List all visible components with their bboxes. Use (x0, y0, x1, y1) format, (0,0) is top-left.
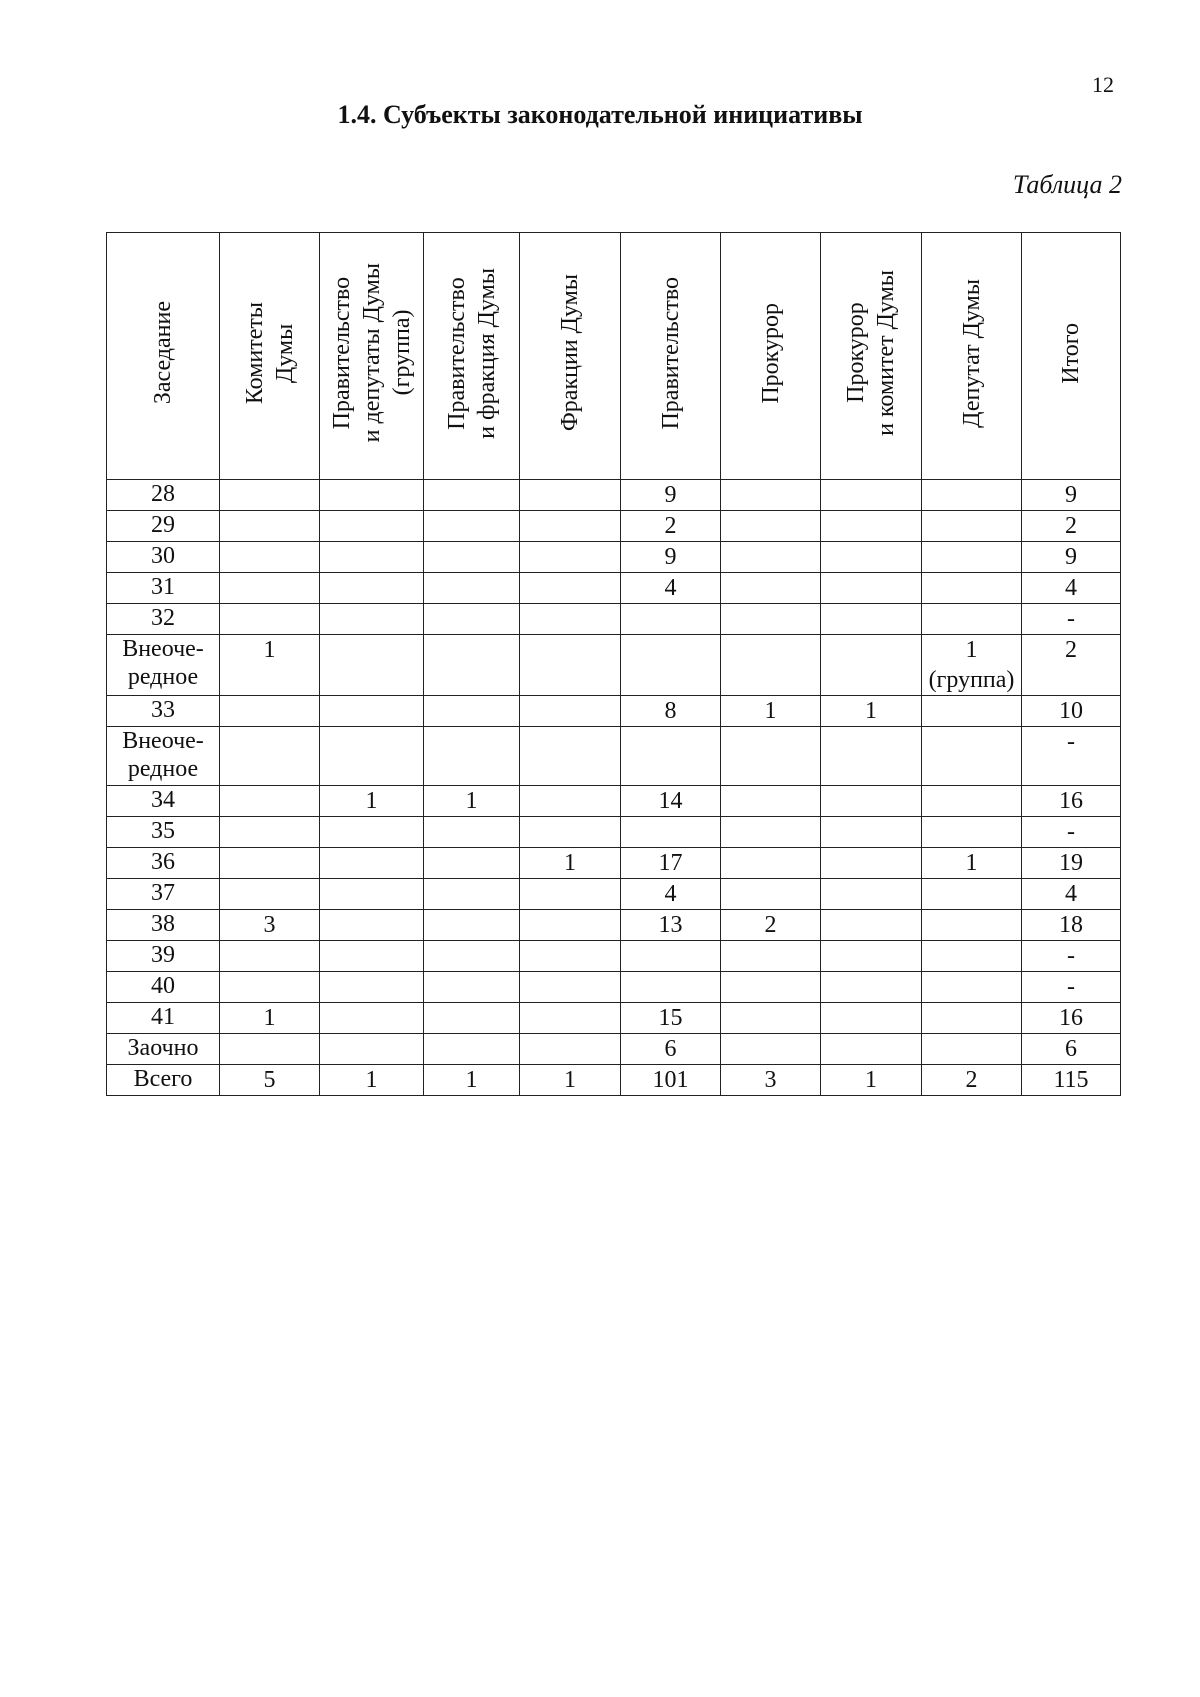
table-cell: 15 (621, 1003, 721, 1034)
table-cell: 9 (621, 542, 721, 573)
table-cell (320, 542, 424, 573)
session-cell: 41 (107, 1003, 220, 1034)
table-cell (220, 1034, 320, 1065)
table-cell (721, 542, 821, 573)
table-cell (520, 786, 621, 817)
table-cell: 2 (1022, 511, 1121, 542)
table-row (107, 635, 1121, 696)
table-cell: 17 (621, 848, 721, 879)
column-header-label: Прокурор и комитет Думы (843, 270, 899, 436)
table-cell (220, 696, 320, 727)
table-row (107, 604, 1121, 635)
table-cell (320, 511, 424, 542)
table-cell (520, 511, 621, 542)
table-row (107, 786, 1121, 817)
table-cell (520, 1003, 621, 1034)
table-row (107, 511, 1121, 542)
table-cell (621, 727, 721, 786)
table-cell (821, 635, 922, 696)
table-cell: 6 (1022, 1034, 1121, 1065)
table-cell (320, 910, 424, 941)
table-cell (922, 480, 1022, 511)
session-cell: 33 (107, 696, 220, 727)
column-header-label: Прокурор (757, 302, 784, 404)
table-row (107, 1034, 1121, 1065)
table-cell (424, 941, 520, 972)
table-row (107, 848, 1121, 879)
table-cell (922, 511, 1022, 542)
table-cell (320, 1003, 424, 1034)
table-cell: 4 (621, 879, 721, 910)
table-cell: 4 (1022, 879, 1121, 910)
table-cell (320, 604, 424, 635)
table-cell: 1 (320, 1065, 424, 1096)
table-cell: - (1022, 972, 1121, 1003)
table-cell (721, 941, 821, 972)
table-cell (520, 1034, 621, 1065)
table-cell (721, 848, 821, 879)
table-cell (424, 1003, 520, 1034)
session-cell: 28 (107, 480, 220, 511)
table-cell (922, 727, 1022, 786)
session-cell: Всего (107, 1065, 220, 1096)
table-cell (424, 910, 520, 941)
table-cell (220, 727, 320, 786)
table-cell: - (1022, 604, 1121, 635)
table-cell (821, 480, 922, 511)
table-cell (621, 604, 721, 635)
table-cell (821, 941, 922, 972)
table-cell (520, 573, 621, 604)
table-cell (721, 480, 821, 511)
table-cell (424, 972, 520, 1003)
table-cell (320, 480, 424, 511)
table-cell (220, 542, 320, 573)
table-cell (922, 910, 1022, 941)
table-cell (220, 941, 320, 972)
table-cell (520, 972, 621, 1003)
session-cell: 35 (107, 817, 220, 848)
table-cell: 9 (1022, 542, 1121, 573)
table-cell (821, 879, 922, 910)
table-row (107, 879, 1121, 910)
table-cell: 13 (621, 910, 721, 941)
table-cell (821, 573, 922, 604)
table-cell (320, 972, 424, 1003)
column-header-label: Заседание (150, 301, 176, 405)
table-cell (320, 941, 424, 972)
table-cell (220, 848, 320, 879)
table-cell (821, 910, 922, 941)
table-row (107, 1003, 1121, 1034)
table-cell: 10 (1022, 696, 1121, 727)
session-cell: 39 (107, 941, 220, 972)
table-cell: 1 (320, 786, 424, 817)
table-cell (424, 696, 520, 727)
table-cell (922, 604, 1022, 635)
table-cell: 1 (721, 696, 821, 727)
table-cell: - (1022, 817, 1121, 848)
table-cell (520, 604, 621, 635)
table-cell: 2 (1022, 635, 1121, 696)
table-cell (721, 604, 821, 635)
session-cell: Заочно (107, 1034, 220, 1065)
table-cell (424, 542, 520, 573)
table-body (107, 480, 1121, 1096)
session-cell: Внеоче- редное (107, 635, 220, 696)
table-cell (424, 635, 520, 696)
table-cell: 1 (520, 848, 621, 879)
table-cell (220, 480, 320, 511)
table-cell (922, 542, 1022, 573)
table-cell (220, 972, 320, 1003)
session-cell: 38 (107, 910, 220, 941)
table-row (107, 696, 1121, 727)
table-row (107, 972, 1121, 1003)
table-cell (621, 972, 721, 1003)
table-cell: 3 (721, 1065, 821, 1096)
session-cell: 30 (107, 542, 220, 573)
column-header-label: Комитеты Думы (241, 301, 298, 405)
column-header-prosecutor (721, 233, 821, 480)
table-cell (520, 480, 621, 511)
table-cell (520, 817, 621, 848)
table-cell (922, 941, 1022, 972)
session-cell: 37 (107, 879, 220, 910)
table-cell (220, 817, 320, 848)
table-cell: 9 (621, 480, 721, 511)
table-cell: 14 (621, 786, 721, 817)
table-cell: 1 (424, 786, 520, 817)
table-cell: 115 (1022, 1065, 1121, 1096)
session-cell: 40 (107, 972, 220, 1003)
column-header-government-and-deputies (320, 233, 424, 480)
table-cell (621, 941, 721, 972)
table-cell (520, 635, 621, 696)
table-cell: 16 (1022, 786, 1121, 817)
session-cell: 34 (107, 786, 220, 817)
table-row (107, 941, 1121, 972)
table-cell (520, 910, 621, 941)
column-header-session (107, 233, 220, 480)
session-cell: 31 (107, 573, 220, 604)
session-cell: 32 (107, 604, 220, 635)
table-cell (220, 604, 320, 635)
session-cell: 36 (107, 848, 220, 879)
table-cell: 19 (1022, 848, 1121, 879)
session-cell: 29 (107, 511, 220, 542)
table-cell (721, 1003, 821, 1034)
table-cell (320, 727, 424, 786)
table-row (107, 1065, 1121, 1096)
table-cell (424, 511, 520, 542)
table-cell (922, 1003, 1022, 1034)
table-cell (821, 727, 922, 786)
column-header-duma-deputy (922, 233, 1022, 480)
table-cell (520, 727, 621, 786)
table-cell (520, 542, 621, 573)
table-cell (922, 1034, 1022, 1065)
table-cell: 1 (группа) (922, 635, 1022, 696)
table-cell (821, 1003, 922, 1034)
table-cell: 6 (621, 1034, 721, 1065)
table-header-row (107, 233, 1121, 480)
table-cell (320, 848, 424, 879)
table-cell (922, 786, 1022, 817)
column-header-label: Депутат Думы (958, 278, 985, 428)
table-cell: 1 (220, 635, 320, 696)
table-cell (320, 696, 424, 727)
table-cell: 1 (220, 1003, 320, 1034)
table-cell (821, 848, 922, 879)
column-header-total (1022, 233, 1121, 480)
table-cell: 3 (220, 910, 320, 941)
table-row (107, 542, 1121, 573)
table-cell (220, 786, 320, 817)
column-header-government (621, 233, 721, 480)
table-cell (320, 817, 424, 848)
table-cell (821, 817, 922, 848)
table-cell (520, 879, 621, 910)
table-cell (922, 696, 1022, 727)
table-cell (424, 848, 520, 879)
table-cell: 4 (621, 573, 721, 604)
table-cell (821, 604, 922, 635)
column-header-government-and-faction (424, 233, 520, 480)
table-cell (821, 511, 922, 542)
table-cell (424, 879, 520, 910)
column-header-duma-committees (220, 233, 320, 480)
column-header-label: Правительство и фракция Думы (443, 267, 500, 439)
table-row (107, 573, 1121, 604)
table-cell (320, 879, 424, 910)
table-cell (721, 879, 821, 910)
table-cell (520, 941, 621, 972)
table-cell (424, 727, 520, 786)
table-cell (320, 635, 424, 696)
table-cell: 18 (1022, 910, 1121, 941)
table-cell (721, 727, 821, 786)
table-cell (424, 1034, 520, 1065)
table-cell: 1 (821, 1065, 922, 1096)
table-cell: - (1022, 727, 1121, 786)
column-header-label: Итого (1058, 322, 1084, 384)
table-cell: 8 (621, 696, 721, 727)
table-cell (821, 542, 922, 573)
table-cell (721, 972, 821, 1003)
table-cell (520, 696, 621, 727)
table-cell: 4 (1022, 573, 1121, 604)
table-cell (821, 972, 922, 1003)
table-cell: 9 (1022, 480, 1121, 511)
table-cell (922, 879, 1022, 910)
table-caption: Таблица 2 (1012, 170, 1122, 199)
table-cell: 101 (621, 1065, 721, 1096)
table-cell: 1 (922, 848, 1022, 879)
table-row (107, 817, 1121, 848)
table-cell (424, 604, 520, 635)
column-header-label: Фракции Думы (557, 274, 583, 432)
session-cell: Внеоче- редное (107, 727, 220, 786)
table-cell: 1 (520, 1065, 621, 1096)
table-cell: 1 (424, 1065, 520, 1096)
column-header-label: Правительство (657, 276, 684, 430)
table-cell (424, 480, 520, 511)
table-cell (220, 879, 320, 910)
table-cell: 2 (621, 511, 721, 542)
column-header-label: Правительство и депутаты Думы (группа) (328, 263, 415, 443)
table-cell (320, 1034, 424, 1065)
table-cell (320, 573, 424, 604)
table-cell (621, 817, 721, 848)
table-cell (821, 786, 922, 817)
table-row (107, 727, 1121, 786)
table-cell (424, 817, 520, 848)
table-cell: 2 (721, 910, 821, 941)
table-cell (922, 972, 1022, 1003)
table-cell (721, 511, 821, 542)
table-cell (721, 573, 821, 604)
table-cell (220, 573, 320, 604)
table-cell (922, 817, 1022, 848)
table-cell: 1 (821, 696, 922, 727)
table-cell (220, 511, 320, 542)
column-header-prosecutor-and-committee (821, 233, 922, 480)
table-row (107, 480, 1121, 511)
table-cell: 2 (922, 1065, 1022, 1096)
table-cell (621, 635, 721, 696)
table-cell: - (1022, 941, 1121, 972)
table-cell (721, 635, 821, 696)
section-title: 1.4. Субъекты законодательной инициативы (337, 100, 863, 129)
table-cell (721, 786, 821, 817)
table-cell (424, 573, 520, 604)
table-cell (721, 1034, 821, 1065)
table-cell (821, 1034, 922, 1065)
table-cell: 5 (220, 1065, 320, 1096)
table-row (107, 910, 1121, 941)
column-header-duma-factions (520, 233, 621, 480)
table-cell: 16 (1022, 1003, 1121, 1034)
table-cell (922, 573, 1022, 604)
legislative-initiative-table (106, 232, 1121, 1096)
table-cell (721, 817, 821, 848)
page-number: 12 (1092, 72, 1114, 97)
